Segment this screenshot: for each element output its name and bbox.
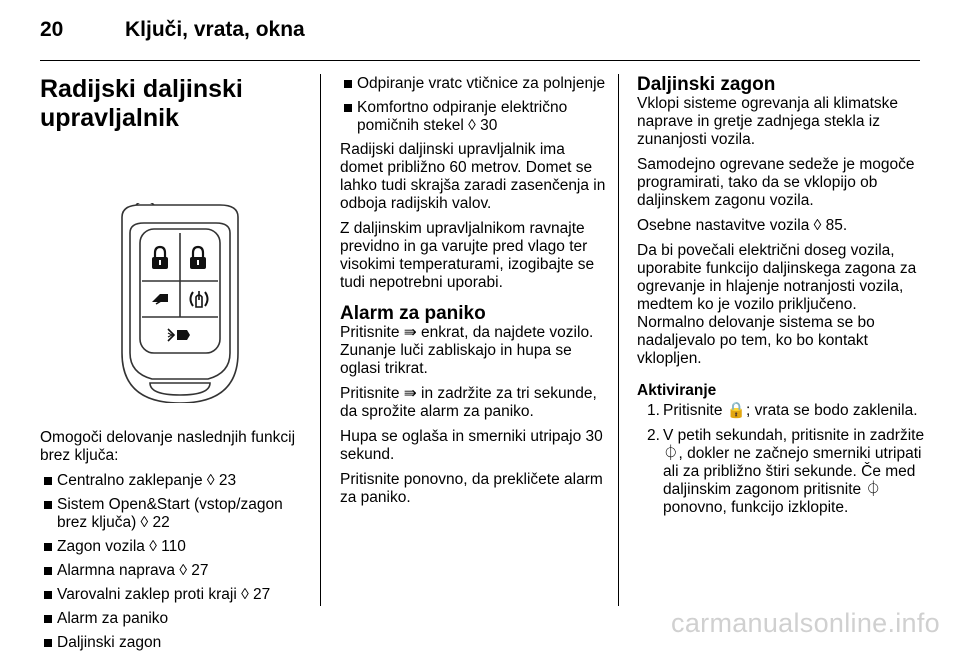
header-divider — [40, 60, 920, 61]
list-item: Varovalni zaklep proti kraji ◊ 27 — [40, 586, 312, 604]
list-item: Alarmna naprava ◊ 27 — [40, 562, 312, 580]
list-item: Alarm za paniko — [40, 610, 312, 628]
column-3 — [637, 75, 925, 524]
panic-paragraph-4: Pritisnite ponovno, da prekličete alarm za paniko. — [340, 471, 603, 506]
list-item: Komfortno odpiranje električno pomičnih stekel ◊ 30 — [340, 99, 610, 135]
range-paragraph: Radijski daljinski upravljalnik ima domet približno 60 metrov. Domet se lahko tudi skrajša zaradi zasenčenja in odboja radijskih valov. — [340, 141, 606, 212]
section-heading-remote-start: Daljinski zagon — [637, 74, 776, 95]
remote-start-paragraph-2: Samodejno ogrevane sedeže je mogoče programirati, tako da se vklopijo ob daljinskem zagonu vozila. — [637, 156, 915, 209]
step-item — [637, 402, 925, 420]
step-number: 1. — [647, 402, 660, 419]
heading-line-2: upravljalnik — [40, 104, 179, 132]
remote-start-paragraph-4: Da bi povečali električni doseg vozila, uporabite funkcijo daljinskega zagona za ogrevanje in hlajenje notranjosti vozila, medtem ko je vozilo priključeno. Normalno delovanje sistema se bo nadaljevalo po tem, ko bo kontakt vklopljen. — [637, 242, 917, 367]
intro-text: Omogoči delovanje naslednjih funkcij brez ključa: — [40, 429, 296, 464]
remote-start-paragraph-3: Osebne nastavitve vozila ◊ 85. — [637, 217, 848, 234]
activation-steps — [637, 402, 925, 517]
step-number: 2. — [647, 427, 660, 444]
list-item: Centralno zaklepanje ◊ 23 — [40, 472, 312, 490]
page-number: 20 — [40, 18, 64, 41]
chapter-title: Ključi, vrata, okna — [125, 18, 305, 41]
feature-list-continued — [340, 75, 610, 135]
step-item — [637, 427, 925, 517]
remote-start-paragraph-1: Vklopi sisteme ogrevanja ali klimatske naprave in gretje zadnjega stekla iz zunanjosti vozila. — [637, 95, 899, 148]
section-heading-radio-remote — [40, 75, 312, 133]
step-text: V petih sekundah, pritisnite in zadržite ⏀, dokler ne začnejo smerniki utripati ali za približno štiri sekunde. Če med daljinskim zagonom pritisnite ⏀ ponovno, funkcijo izklopite. — [663, 427, 925, 516]
section-heading-panic-alarm: Alarm za paniko — [340, 303, 486, 324]
feature-list — [40, 472, 312, 652]
panic-paragraph-1: Pritisnite ⇛ enkrat, da najdete vozilo. Zunanje luči zabliskajo in hupa se oglasi trikrat. — [340, 324, 594, 377]
key-fob-drawing — [40, 203, 312, 403]
column-divider-left — [320, 74, 321, 606]
subheading-activation: Aktiviranje — [637, 382, 717, 399]
list-item: Odpiranje vratc vtičnice za polnjenje — [340, 75, 610, 93]
panic-paragraph-2: Pritisnite ⇛ in zadržite za tri sekunde, da sprožite alarm za paniko. — [340, 385, 597, 420]
activation-section — [637, 382, 925, 517]
heading-line-1: Radijski daljinski — [40, 75, 243, 103]
watermark: carmanualsonline.info — [671, 608, 940, 638]
page-header — [40, 18, 920, 48]
column-2 — [340, 75, 610, 514]
panic-paragraph-3: Hupa se oglaša in smerniki utripajo 30 sekund. — [340, 428, 603, 463]
care-paragraph: Z daljinskim upravljalnikom ravnajte previdno in ga varujte pred vlago ter visokimi temperaturami, izogibajte se tudi nepotrebni uporabi. — [340, 220, 595, 291]
list-item: Zagon vozila ◊ 110 — [40, 538, 312, 556]
column-divider-right — [618, 74, 619, 606]
step-text: Pritisnite 🔒; vrata se bodo zaklenila. — [663, 402, 918, 419]
column-1 — [40, 75, 312, 658]
list-item: Daljinski zagon — [40, 634, 312, 652]
key-fob-illustration — [40, 203, 312, 403]
list-item: Sistem Open&Start (vstop/zagon brez ključa) ◊ 22 — [40, 496, 312, 532]
panic-alarm-section — [340, 304, 610, 507]
